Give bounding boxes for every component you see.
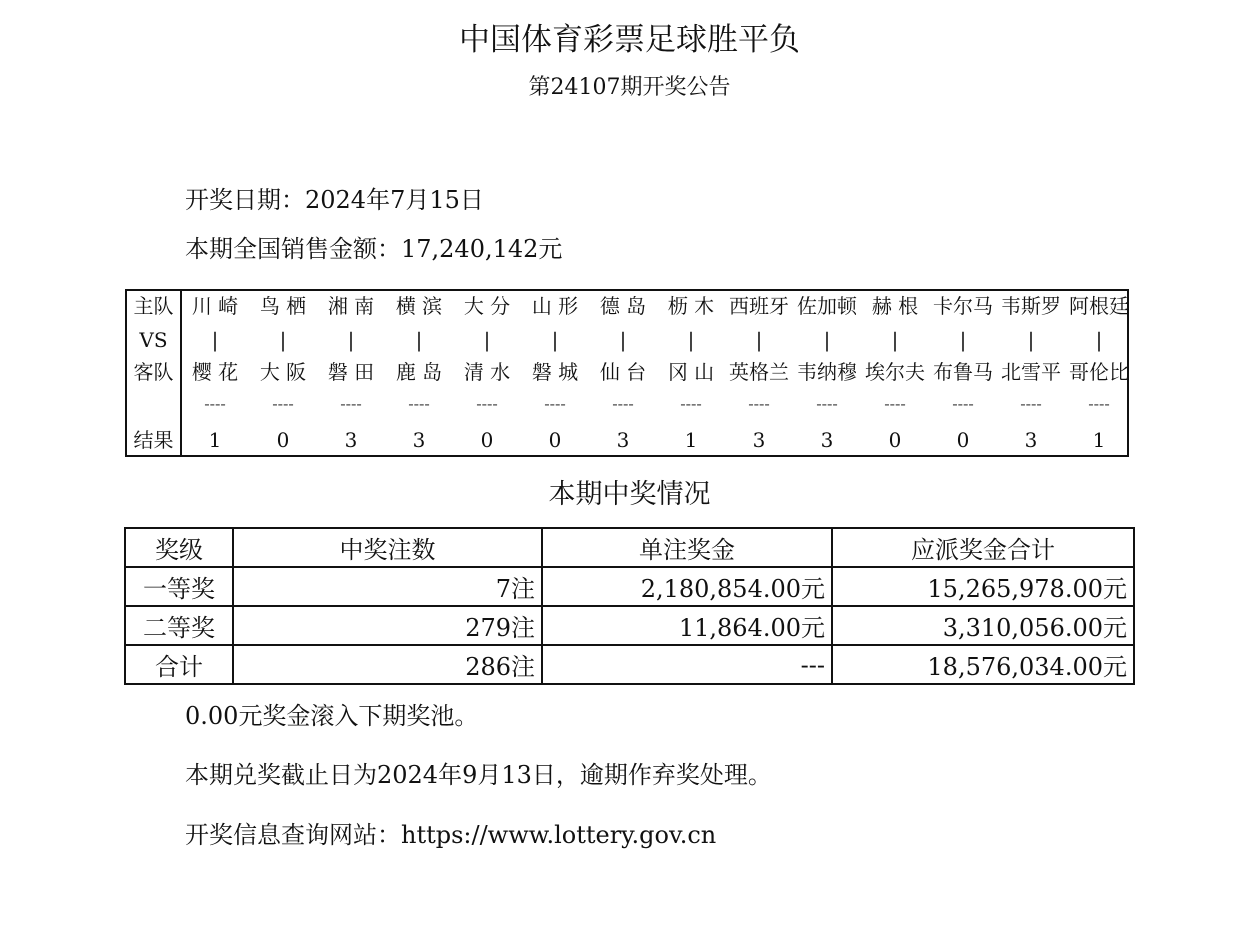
match-column (385, 291, 453, 455)
winning-count: 279注 (233, 606, 542, 645)
home-team: 大 分 (463, 294, 511, 318)
result-separator: ---- (544, 394, 566, 413)
match-column (589, 291, 657, 455)
prize-row-total (125, 645, 1134, 684)
total-prize: 18,576,034.00元 (832, 645, 1134, 684)
away-team: 英格兰 (729, 360, 789, 384)
prize-level: 合计 (125, 645, 233, 684)
prize-section-title: 本期中奖情况 (548, 479, 711, 510)
result-separator: ---- (340, 394, 362, 413)
away-team: 埃尔夫 (865, 360, 925, 384)
match-column (997, 291, 1065, 455)
vs-separator: | (279, 328, 287, 352)
home-team-label: 主队 (133, 294, 174, 318)
home-team: 山 形 (531, 294, 579, 318)
prize-table (124, 527, 1135, 685)
website-note: 开奖信息查询网站：https://www.lottery.gov.cn (185, 821, 717, 849)
home-team: 佐加顿 (797, 294, 857, 318)
vs-separator: | (1027, 328, 1035, 352)
prize-level: 二等奖 (125, 606, 233, 645)
result-separator: ---- (952, 394, 974, 413)
match-column (657, 291, 725, 455)
match-result: 1 (208, 428, 222, 452)
prize-header-row (125, 528, 1134, 567)
vs-separator: | (619, 328, 627, 352)
match-result: 3 (752, 428, 766, 452)
match-column (929, 291, 997, 455)
vs-separator: | (823, 328, 831, 352)
match-table (125, 289, 1129, 457)
home-team: 卡尔马 (933, 294, 993, 318)
away-team: 韦纳穆 (797, 360, 857, 384)
deadline-note: 本期兑奖截止日为2024年9月13日，逾期作弃奖处理。 (185, 761, 772, 789)
home-team: 德 岛 (599, 294, 647, 318)
away-team: 布鲁马 (933, 360, 993, 384)
away-team: 仙 台 (599, 360, 647, 384)
unit-prize: 11,864.00元 (542, 606, 832, 645)
draw-number: 第24107期开奖公告 (528, 75, 731, 100)
match-result: 3 (344, 428, 358, 452)
match-result: 3 (412, 428, 426, 452)
winning-count: 7注 (233, 567, 542, 606)
match-result: 0 (276, 428, 290, 452)
vs-separator: | (687, 328, 695, 352)
match-result: 3 (820, 428, 834, 452)
page-title: 中国体育彩票足球胜平负 (459, 22, 800, 58)
home-team: 西班牙 (729, 294, 789, 318)
home-team: 阿根廷 (1069, 294, 1129, 318)
result-separator: ---- (272, 394, 294, 413)
away-team: 樱 花 (191, 360, 239, 384)
match-result: 0 (888, 428, 902, 452)
sales-amount: 本期全国销售金额：17,240,142元 (185, 235, 563, 263)
vs-separator: | (211, 328, 219, 352)
match-result: 0 (548, 428, 562, 452)
winning-count: 286注 (233, 645, 542, 684)
home-team: 湘 南 (327, 294, 375, 318)
match-column (181, 291, 249, 455)
total-prize: 3,310,056.00元 (832, 606, 1134, 645)
unit-prize: --- (542, 645, 832, 684)
home-team: 韦斯罗 (1001, 294, 1061, 318)
header-prize-level: 奖级 (125, 528, 233, 567)
result-separator: ---- (748, 394, 770, 413)
result-label: 结果 (133, 428, 174, 452)
prize-level: 一等奖 (125, 567, 233, 606)
match-result: 0 (480, 428, 494, 452)
match-result: 3 (1024, 428, 1038, 452)
home-team: 赫 根 (871, 294, 919, 318)
result-separator: ---- (1088, 394, 1110, 413)
home-team: 川 崎 (191, 294, 239, 318)
match-result: 0 (956, 428, 970, 452)
match-column (317, 291, 385, 455)
vs-separator: | (959, 328, 967, 352)
match-result: 1 (1092, 428, 1106, 452)
away-team: 大 阪 (259, 360, 307, 384)
vs-separator: | (755, 328, 763, 352)
rollover-note: 0.00元奖金滚入下期奖池。 (185, 702, 479, 730)
match-result: 3 (616, 428, 630, 452)
match-column (793, 291, 861, 455)
away-team: 冈 山 (667, 360, 715, 384)
away-team: 鹿 岛 (395, 360, 443, 384)
match-column (1065, 291, 1133, 455)
result-separator: ---- (612, 394, 634, 413)
match-column (725, 291, 793, 455)
vs-separator: | (551, 328, 559, 352)
total-prize: 15,265,978.00元 (832, 567, 1134, 606)
unit-prize: 2,180,854.00元 (542, 567, 832, 606)
vs-label: VS (139, 328, 168, 352)
result-separator: ---- (476, 394, 498, 413)
vs-separator: | (1095, 328, 1103, 352)
result-separator: ---- (816, 394, 838, 413)
prize-row-second (125, 606, 1134, 645)
result-separator: ---- (884, 394, 906, 413)
draw-date: 开奖日期：2024年7月15日 (185, 186, 484, 214)
header-total-prize: 应派奖金合计 (832, 528, 1134, 567)
row-label-column (127, 291, 182, 455)
away-team: 磐 田 (327, 360, 375, 384)
match-result: 1 (684, 428, 698, 452)
result-separator: ---- (408, 394, 430, 413)
match-column (861, 291, 929, 455)
result-separator: ---- (1020, 394, 1042, 413)
vs-separator: | (347, 328, 355, 352)
away-team: 北雪平 (1001, 360, 1061, 384)
away-team: 清 水 (463, 360, 511, 384)
home-team: 鸟 栖 (259, 294, 307, 318)
vs-separator: | (483, 328, 491, 352)
vs-separator: | (891, 328, 899, 352)
away-team: 磐 城 (531, 360, 579, 384)
header-unit-prize: 单注奖金 (542, 528, 832, 567)
home-team: 枥 木 (667, 294, 715, 318)
header-winning-count: 中奖注数 (233, 528, 542, 567)
match-column (453, 291, 521, 455)
match-column (521, 291, 589, 455)
prize-row-first (125, 567, 1134, 606)
result-separator: ---- (680, 394, 702, 413)
vs-separator: | (415, 328, 423, 352)
result-separator: ---- (204, 394, 226, 413)
match-column (249, 291, 317, 455)
away-team: 哥伦比 (1069, 360, 1129, 384)
away-team-label: 客队 (133, 360, 174, 384)
home-team: 横 滨 (395, 294, 443, 318)
